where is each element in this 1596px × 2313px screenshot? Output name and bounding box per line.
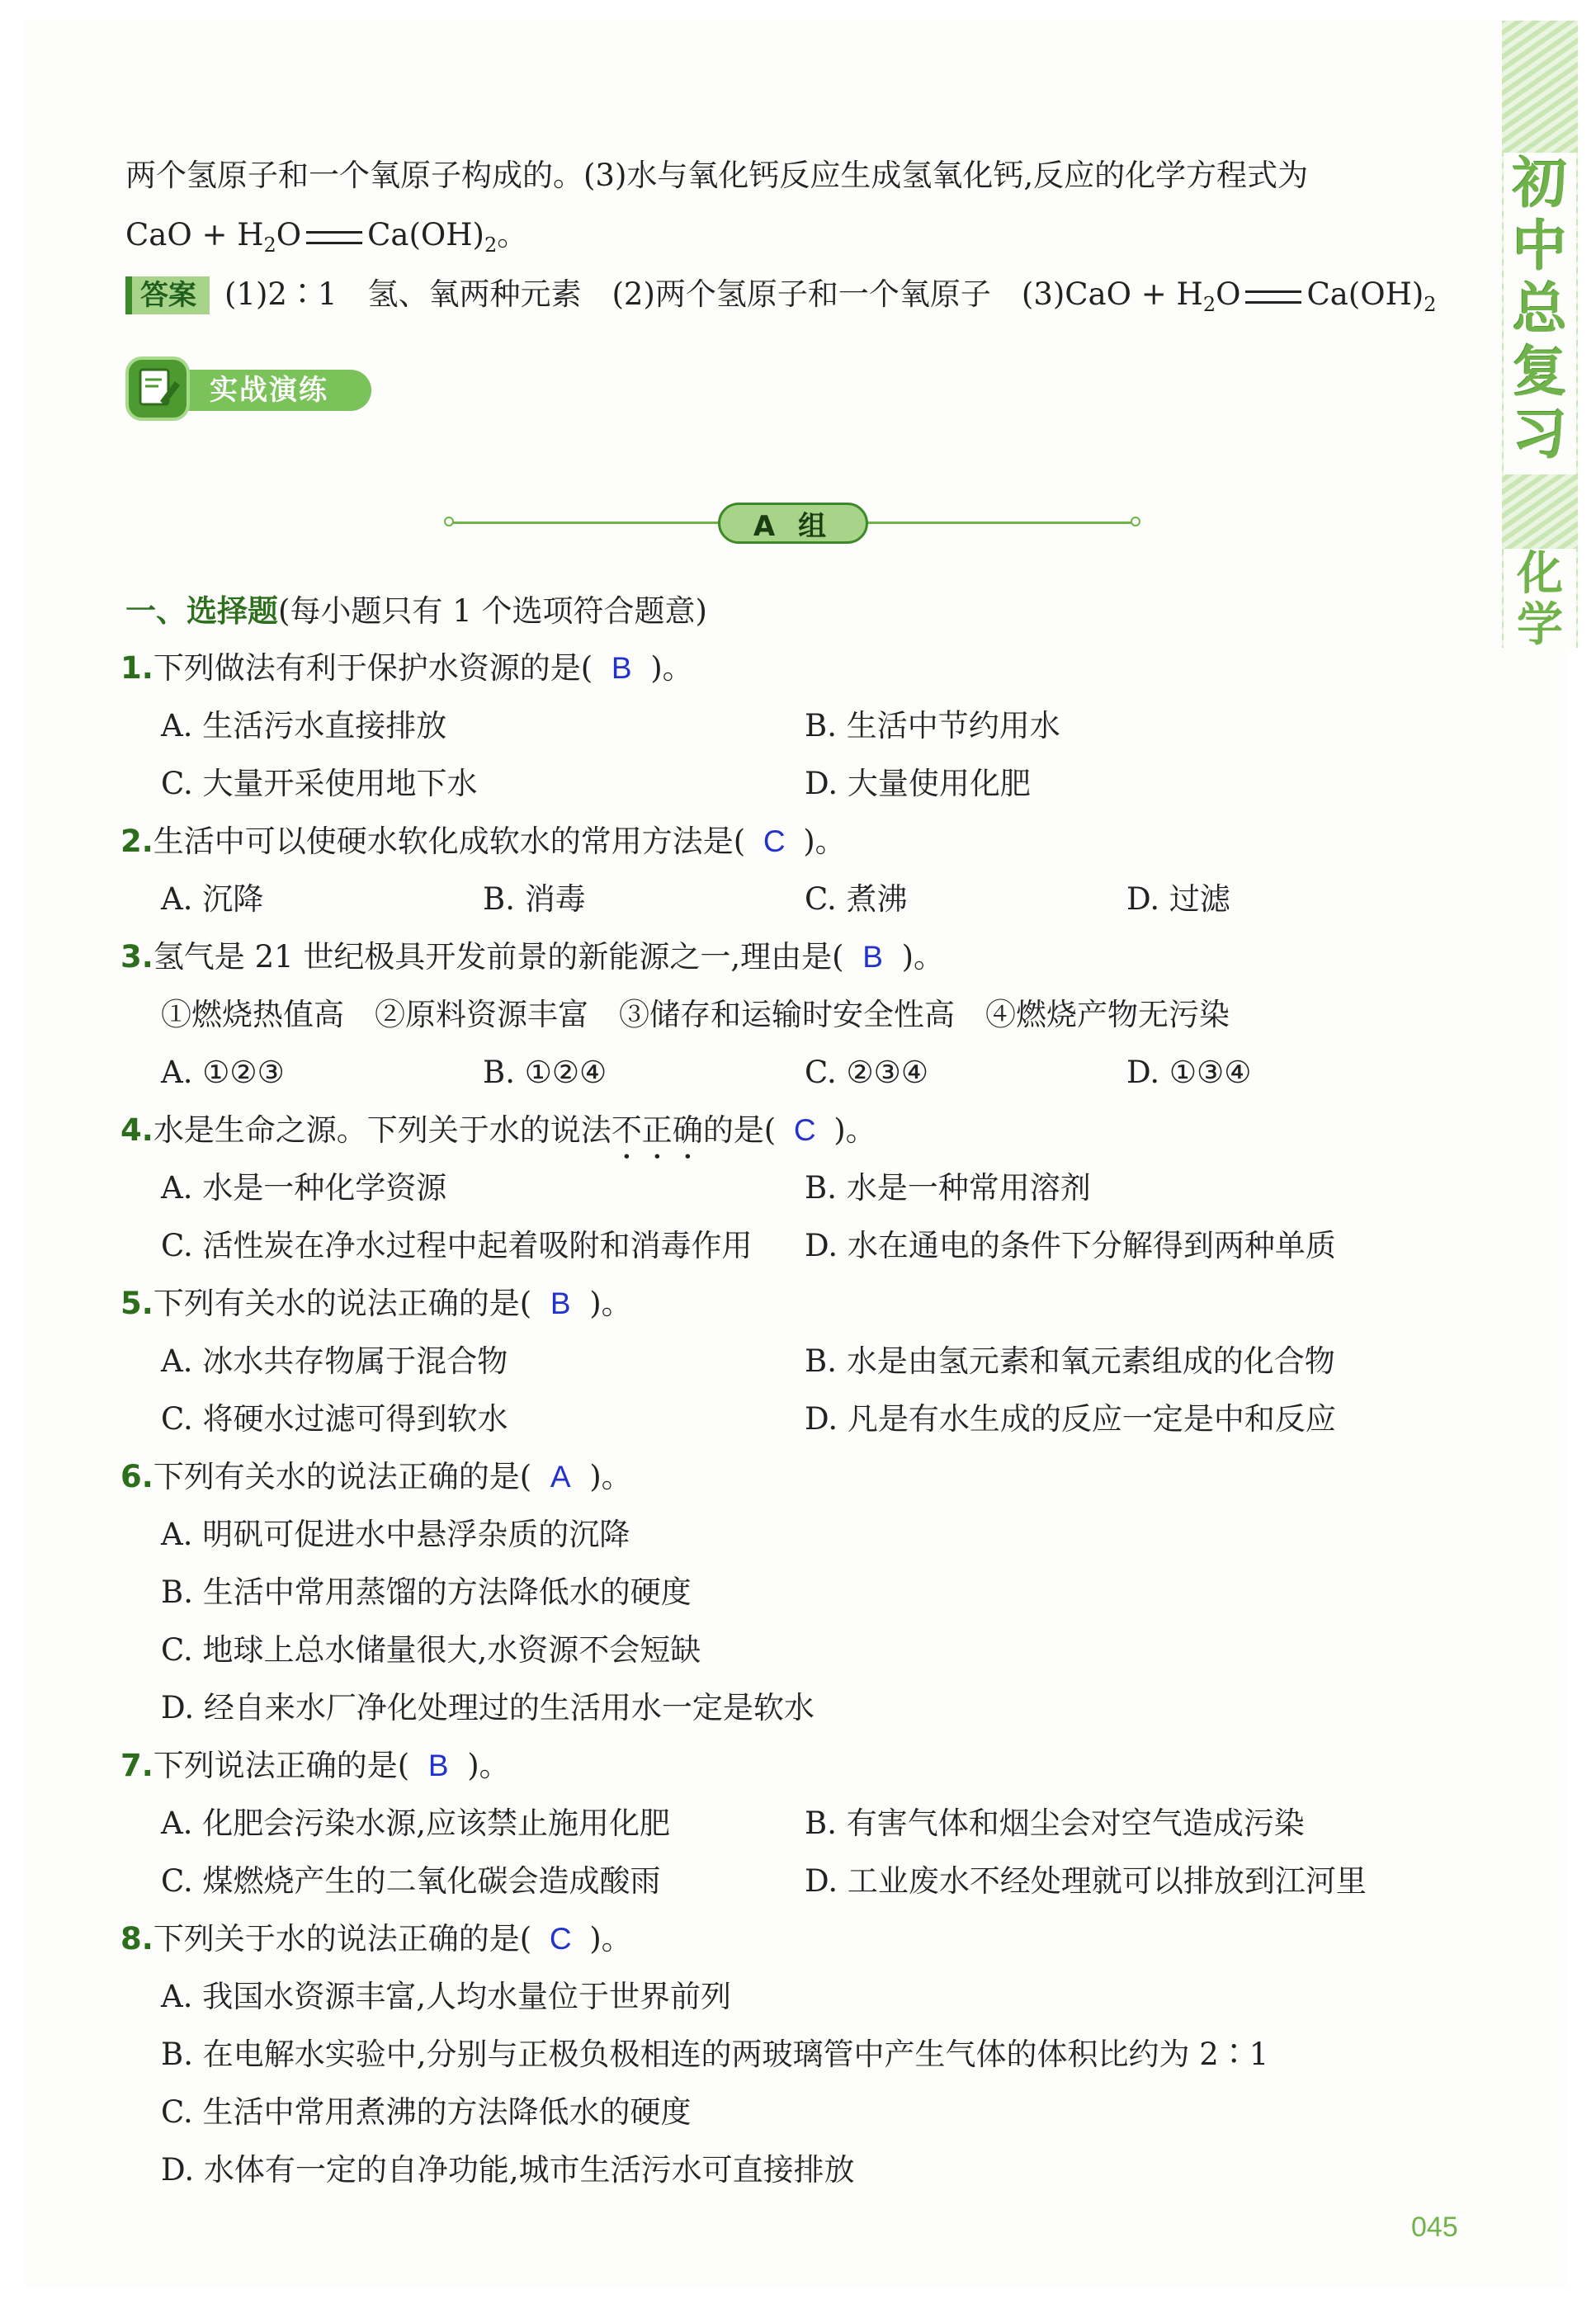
side-tab-title	[1504, 153, 1576, 474]
answer-text: (1)2∶1 氢、氧两种元素 (2)两个氢原子和一个氧原子 (3)CaO + H	[224, 276, 1203, 312]
option: B. 生活中节约用水	[805, 708, 1060, 743]
question-6	[120, 1456, 632, 1498]
emphasis-text: 不正确	[611, 1112, 703, 1148]
option: B. 有害气体和烟尘会对空气造成污染	[805, 1806, 1305, 1841]
side-tab-subject-char: 化	[1517, 547, 1563, 601]
answer-choice: C	[549, 1922, 572, 1956]
answer-line	[125, 274, 1437, 325]
question-stem: 下列关于水的说法正确的是(	[153, 1921, 532, 1957]
question-stem: 生活中可以使硬水软化成软水的常用方法是(	[153, 824, 746, 859]
question-tail: )。	[901, 939, 945, 975]
side-tab	[1502, 21, 1578, 652]
side-tab-char: 习	[1513, 403, 1567, 466]
answer-text: O	[1216, 276, 1241, 312]
answer-choice: B	[611, 651, 632, 685]
question-number: 5.	[120, 1286, 153, 1321]
question-stem: 下列有关水的说法正确的是(	[153, 1286, 532, 1321]
answer-text: Ca(OH)	[1306, 276, 1424, 312]
side-tab-subject-char: 学	[1517, 598, 1563, 652]
option: B. ①②④	[483, 1055, 607, 1090]
answer-choice: C	[793, 1113, 816, 1147]
option: B. 消毒	[483, 881, 586, 917]
question-stem: 氢气是 21 世纪极具开发前景的新能源之一,理由是(	[153, 939, 844, 975]
side-tab-char: 中	[1513, 215, 1567, 278]
question-stem: 的是(	[702, 1112, 777, 1148]
question-2	[120, 821, 846, 862]
question-3	[120, 937, 944, 978]
pencil-notebook-icon	[125, 356, 190, 421]
question-number: 6.	[120, 1459, 153, 1494]
option: B. 水是由氢元素和氧元素组成的化合物	[805, 1343, 1335, 1379]
question-tail: )。	[467, 1748, 510, 1783]
option: A. 水是一种化学资源	[161, 1170, 447, 1206]
option: A. 生活污水直接排放	[161, 708, 447, 743]
divider-dot	[1131, 517, 1140, 526]
equation-right: Ca(OH)	[367, 217, 484, 253]
equation-subscript: 2	[263, 234, 276, 257]
statement: ①燃烧热值高 ②原料资源丰富 ③储存和运输时安全性高 ④燃烧产物无污染	[161, 997, 1230, 1032]
section-note: (每小题只有 1 个选项符合题意)	[278, 593, 707, 629]
practice-label: 实战演练	[210, 374, 328, 407]
question-number: 2.	[120, 824, 153, 859]
question-8	[120, 1919, 632, 1960]
option: A. 化肥会污染水源,应该禁止施用化肥	[161, 1806, 671, 1841]
question-tail: )。	[833, 1112, 876, 1148]
practice-badge	[125, 356, 371, 422]
option: A. 我国水资源丰富,人均水量位于世界前列	[161, 1979, 732, 2014]
question-4	[120, 1110, 876, 1166]
question-number: 7.	[120, 1748, 153, 1783]
answer-choice: B	[862, 940, 883, 974]
answer-subscript: 2	[1202, 293, 1216, 316]
question-5	[120, 1283, 632, 1324]
option: D. 水体有一定的自净功能,城市生活污水可直接排放	[161, 2152, 855, 2188]
equals-sign	[1245, 290, 1301, 304]
option: D. 大量使用化肥	[805, 766, 1031, 801]
option: D. ①③④	[1126, 1055, 1252, 1090]
option: C. 地球上总水储量很大,水资源不会短缺	[161, 1632, 701, 1668]
question-number: 3.	[120, 939, 153, 975]
question-tail: )。	[803, 824, 846, 859]
question-1	[120, 648, 693, 689]
question-7	[120, 1745, 510, 1787]
side-tab-subject	[1504, 549, 1576, 651]
option: A. 明矾可促进水中悬浮杂质的沉降	[161, 1517, 630, 1552]
option: C. 大量开采使用地下水	[161, 766, 478, 801]
question-stem: 水是生命之源。下列关于水的说法	[153, 1112, 611, 1148]
option: D. 凡是有水生成的反应一定是中和反应	[805, 1401, 1336, 1437]
equation-subscript: 2	[484, 234, 498, 257]
option: B. 水是一种常用溶剂	[805, 1170, 1091, 1206]
option: D. 过滤	[1126, 881, 1230, 917]
question-number: 1.	[120, 650, 153, 686]
answer-choice: B	[550, 1286, 571, 1320]
question-stem: 下列做法有利于保护水资源的是(	[153, 650, 593, 686]
intro-line-1: 两个氢原子和一个氧原子构成的。(3)水与氧化钙反应生成氢氧化钙,反应的化学方程式为	[125, 158, 1309, 193]
option: D. 水在通电的条件下分解得到两种单质	[805, 1228, 1336, 1263]
option: A. 冰水共存物属于混合物	[161, 1343, 508, 1379]
page-number: 045	[1411, 2212, 1458, 2243]
option: C. 生活中常用煮沸的方法降低水的硬度	[161, 2094, 692, 2130]
group-label: A 组	[718, 503, 868, 544]
equation-mid: O	[276, 217, 302, 253]
question-stem: 下列有关水的说法正确的是(	[153, 1459, 532, 1494]
answer-label: 答案	[125, 276, 210, 314]
option: C. 煮沸	[805, 881, 908, 917]
option: A. ①②③	[161, 1055, 285, 1090]
equals-sign	[306, 231, 362, 244]
option: D. 经自来水厂净化处理过的生活用水一定是软水	[161, 1690, 815, 1725]
answer-choice: C	[763, 824, 786, 858]
section-title	[125, 591, 707, 632]
option: A. 沉降	[161, 881, 264, 917]
answer-choice: B	[427, 1749, 449, 1782]
intro-equation	[125, 215, 527, 266]
option: B. 在电解水实验中,分别与正极负极相连的两玻璃管中产生气体的体积比约为 2∶1	[161, 2037, 1269, 2072]
option: C. 煤燃烧产生的二氧化碳会造成酸雨	[161, 1863, 661, 1899]
question-number: 8.	[120, 1921, 153, 1957]
equation-end: 。	[497, 217, 528, 253]
side-tab-char: 复	[1513, 340, 1567, 404]
question-tail: )。	[650, 650, 693, 686]
question-stem: 下列说法正确的是(	[153, 1748, 410, 1783]
option: B. 生活中常用蒸馏的方法降低水的硬度	[161, 1574, 692, 1610]
side-tab-char: 总	[1513, 277, 1567, 341]
divider-dot	[444, 517, 454, 526]
answer-choice: A	[550, 1460, 571, 1494]
equation-left: CaO + H	[125, 217, 264, 253]
side-tab-char: 初	[1513, 152, 1567, 215]
option: C. 活性炭在净水过程中起着吸附和消毒作用	[161, 1228, 753, 1263]
option: C. 将硬水过滤可得到软水	[161, 1401, 508, 1437]
question-tail: )。	[589, 1286, 632, 1321]
answer-subscript: 2	[1424, 293, 1437, 316]
question-tail: )。	[589, 1921, 632, 1957]
option: C. ②③④	[805, 1055, 929, 1090]
question-tail: )。	[589, 1459, 632, 1494]
question-number: 4.	[120, 1112, 153, 1148]
section-title-text: 一、选择题	[125, 593, 278, 629]
option: D. 工业废水不经处理就可以排放到江河里	[805, 1863, 1367, 1899]
